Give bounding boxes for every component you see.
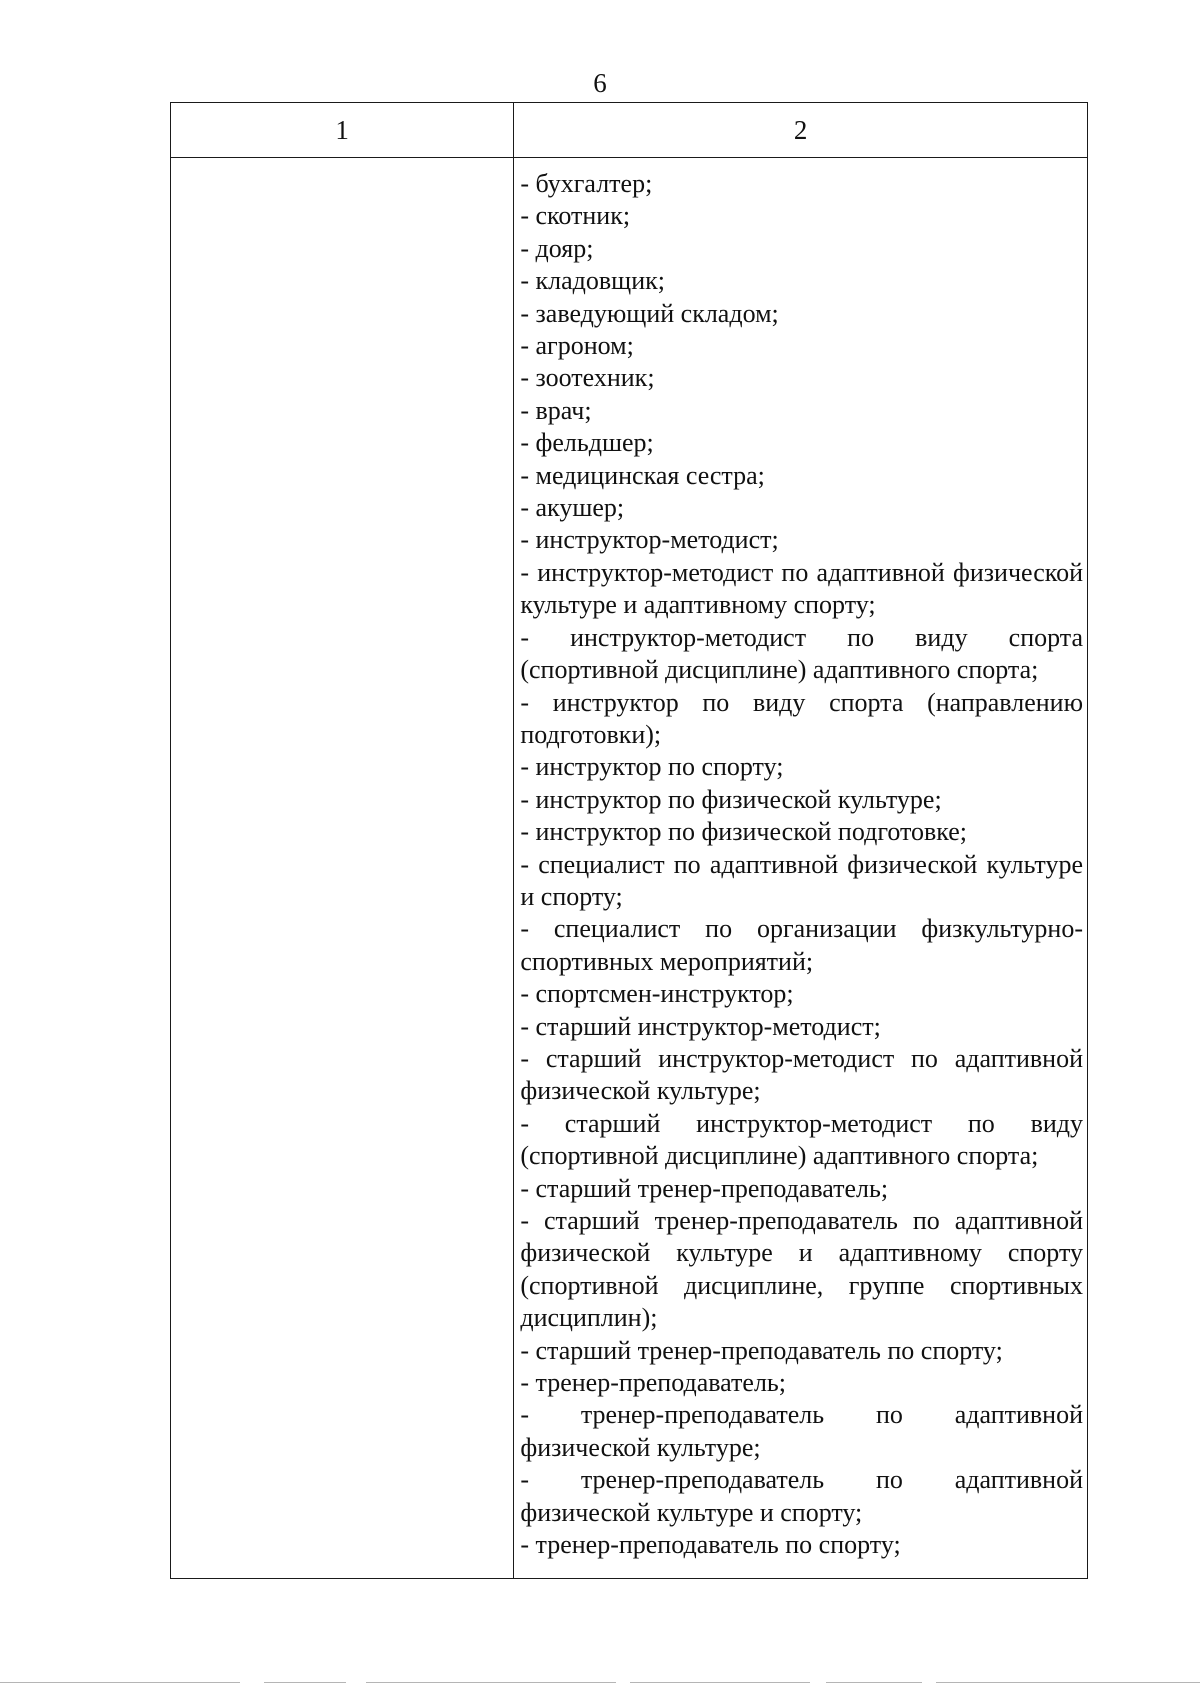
position-item: - тренер-преподаватель по адаптивной физической культуре;: [520, 1400, 1083, 1462]
position-item: - тренер-преподаватель по адаптивной физической культуре и спорту;: [520, 1465, 1083, 1527]
positions-list: [520, 168, 1083, 1561]
table-row: [171, 158, 1088, 1579]
column-1-cell: [171, 158, 514, 1579]
page-number: 6: [593, 68, 607, 98]
position-item: - старший тренер-преподаватель;: [520, 1173, 889, 1203]
scan-edge-line: [630, 1682, 810, 1683]
scan-edge-line: [826, 1682, 922, 1683]
column-header-2: 2: [514, 103, 1088, 158]
position-item: - врач;: [520, 395, 592, 425]
position-item: - инструктор-методист по виду спорта (спортивной дисциплине) адаптивного спорта;: [520, 622, 1083, 685]
scan-edge-line: [0, 1682, 240, 1683]
position-item: - дояр;: [520, 233, 594, 263]
position-item: - инструктор-методист;: [520, 525, 779, 555]
position-item: - старший инструктор-методист;: [520, 1011, 881, 1041]
position-item: - старший инструктор-методист по адаптивной физической культуре;: [520, 1043, 1083, 1106]
scan-edge-line: [366, 1682, 616, 1683]
position-item: - старший инструктор-методист по виду (спортивной дисциплине) адаптивного спорта;: [520, 1108, 1083, 1171]
position-item: - инструктор по виду спорта (направлению подготовки);: [520, 687, 1083, 749]
position-item: - зоотехник;: [520, 363, 655, 393]
position-item: - тренер-преподаватель по спорту;: [520, 1530, 901, 1560]
column-2-cell: [514, 158, 1088, 1579]
position-item: - старший тренер-преподаватель по спорту;: [520, 1335, 1003, 1365]
position-item: - кладовщик;: [520, 266, 665, 296]
positions-table: [170, 102, 1088, 1579]
column-header-1: 1: [171, 103, 514, 158]
position-item: - бухгалтер;: [520, 169, 653, 198]
position-item: - инструктор-методист по адаптивной физической культуре и адаптивному спорту;: [520, 557, 1083, 620]
position-item: - инструктор по физической подготовке;: [520, 817, 968, 847]
scan-edge-line: [936, 1682, 1200, 1683]
position-item: - старший тренер-преподаватель по адаптивной физической культуре и адаптивному спорту (спортивной дисциплине, группе спортивных дисциплин);: [520, 1206, 1083, 1333]
scan-edge-line: [264, 1682, 346, 1683]
position-item: - медицинская сестра;: [520, 460, 765, 490]
position-item: - агроном;: [520, 331, 634, 361]
position-item: - акушер;: [520, 493, 625, 523]
position-item: - инструктор по спорту;: [520, 752, 784, 782]
position-item: - спортсмен-инструктор;: [520, 979, 794, 1009]
position-item: - фельдшер;: [520, 428, 654, 458]
position-item: - инструктор по физической культуре;: [520, 784, 942, 814]
position-item: - тренер-преподаватель;: [520, 1368, 786, 1398]
position-item: - скотник;: [520, 201, 631, 231]
table-header-row: [171, 103, 1088, 158]
position-item: - специалист по организации физкультурно-спортивных мероприятий;: [520, 914, 1083, 976]
position-item: - заведующий складом;: [520, 298, 779, 328]
position-item: - специалист по адаптивной физической культуре и спорту;: [520, 849, 1083, 911]
